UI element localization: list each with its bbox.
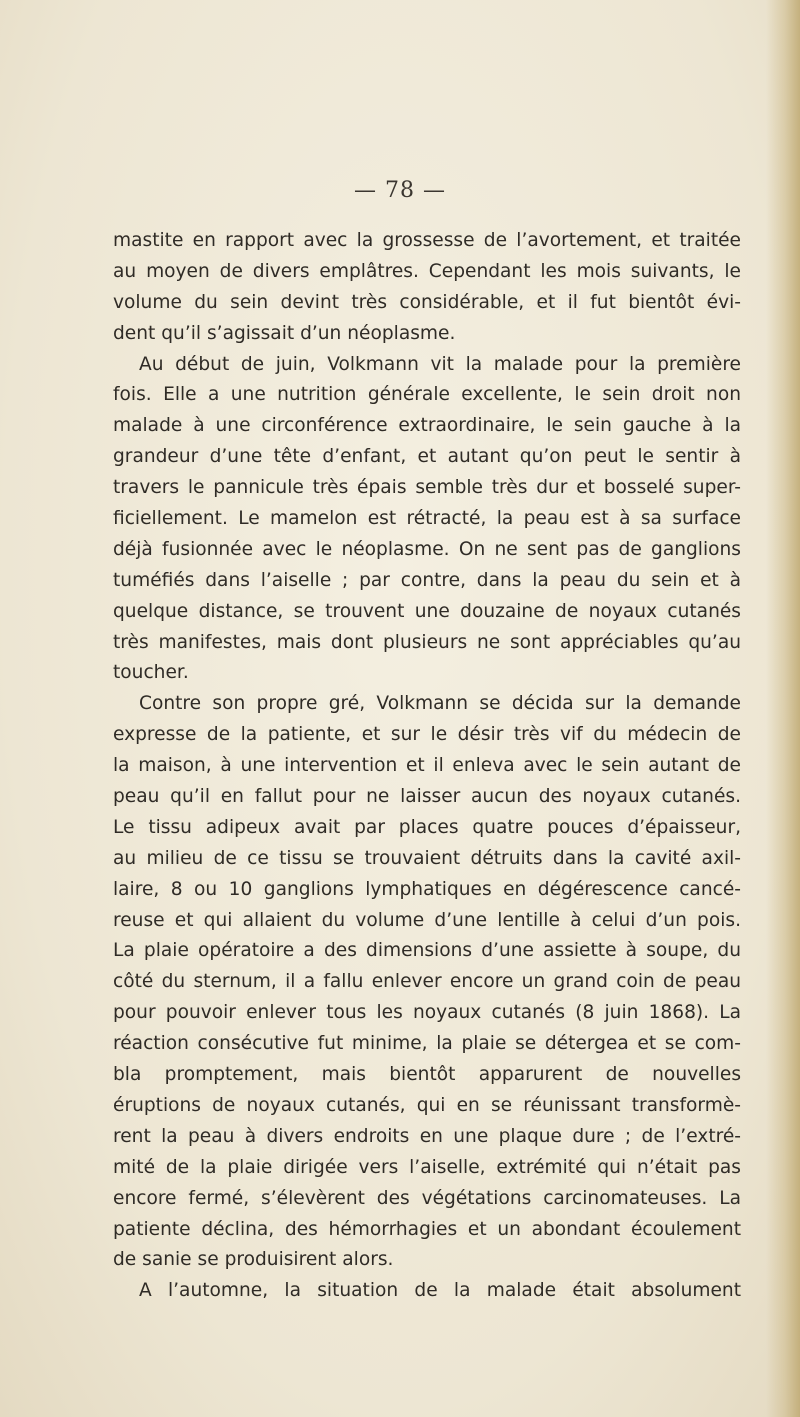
text-line: fois. Elle a une nutrition générale excellente, le sein droit non	[113, 384, 741, 406]
text-line: ficiellement. Le mamelon est rétracté, la peau est à sa surface	[113, 508, 741, 530]
text-line: éruptions de noyaux cutanés, qui en se réunissant transformè-	[113, 1094, 741, 1116]
text-line: côté du sternum, il a fallu enlever encore un grand coin de peau	[113, 971, 741, 993]
page-edge-shadow	[766, 0, 800, 1417]
text-line: patiente déclina, des hémorrhagies et un abondant écoulement	[113, 1218, 741, 1240]
text-line: volume du sein devint très considérable, et il fut bientôt évi-	[113, 291, 741, 313]
text-line: tuméfiés dans l’aiselle ; par contre, dans la peau du sein et à	[113, 569, 741, 591]
text-line: très manifestes, mais dont plusieurs ne sont appréciables qu’au	[113, 631, 741, 653]
text-line: de sanie se produisirent alors.	[113, 1249, 394, 1271]
text-line: La plaie opératoire a des dimensions d’une assiette à soupe, du	[113, 940, 741, 962]
text-line: pour pouvoir enlever tous les noyaux cutanés (8 juin 1868). La	[113, 1002, 741, 1024]
text-line: Contre son propre gré, Volkmann se décida sur la demande	[139, 693, 741, 715]
text-line: mastite en rapport avec la grossesse de l’avortement, et traitée	[113, 230, 741, 251]
text-line: Au début de juin, Volkmann vit la malade pour la première	[139, 353, 741, 375]
text-line: rent la peau à divers endroits en une plaque dure ; de l’extré-	[113, 1125, 741, 1147]
page-number: — 78 —	[354, 178, 446, 203]
text-line: déjà fusionnée avec le néoplasme. On ne sent pas de ganglions	[113, 538, 741, 560]
text-line: toucher.	[113, 662, 189, 684]
text-line: peau qu’il en fallut pour ne laisser aucun des noyaux cutanés.	[113, 786, 741, 808]
text-line: quelque distance, se trouvent une douzaine de noyaux cutanés	[113, 600, 741, 622]
text-line: reuse et qui allaient du volume d’une lentille à celui d’un pois.	[113, 909, 741, 931]
body-text	[113, 226, 741, 1307]
text-line: réaction consécutive fut minime, la plaie se détergea et se com-	[113, 1033, 741, 1055]
text-line: bla promptement, mais bientôt apparurent de nouvelles	[113, 1064, 741, 1086]
text-line: la maison, à une intervention et il enleva avec le sein autant de	[113, 755, 741, 777]
text-line: laire, 8 ou 10 ganglions lymphatiques en dégérescence cancé-	[113, 878, 741, 900]
text-line: A l’automne, la situation de la malade était absolument	[139, 1280, 741, 1302]
text-line: au moyen de divers emplâtres. Cependant les mois suivants, le	[113, 260, 741, 282]
text-line: Le tissu adipeux avait par places quatre pouces d’épaisseur,	[113, 816, 741, 838]
text-line: expresse de la patiente, et sur le désir très vif du médecin de	[113, 724, 741, 746]
text-line: travers le pannicule très épais semble très dur et bosselé super-	[113, 477, 741, 499]
text-line: au milieu de ce tissu se trouvaient détruits dans la cavité axil-	[113, 847, 741, 869]
text-line: dent qu’il s’agissait d’un néoplasme.	[113, 322, 456, 344]
text-line: mité de la plaie dirigée vers l’aiselle, extrémité qui n’était pas	[113, 1156, 741, 1178]
text-line: encore fermé, s’élevèrent des végétations carcinomateuses. La	[113, 1187, 741, 1209]
text-line: malade à une circonférence extraordinaire, le sein gauche à la	[113, 415, 741, 437]
text-line: grandeur d’une tête d’enfant, et autant qu’on peut le sentir à	[113, 446, 741, 468]
